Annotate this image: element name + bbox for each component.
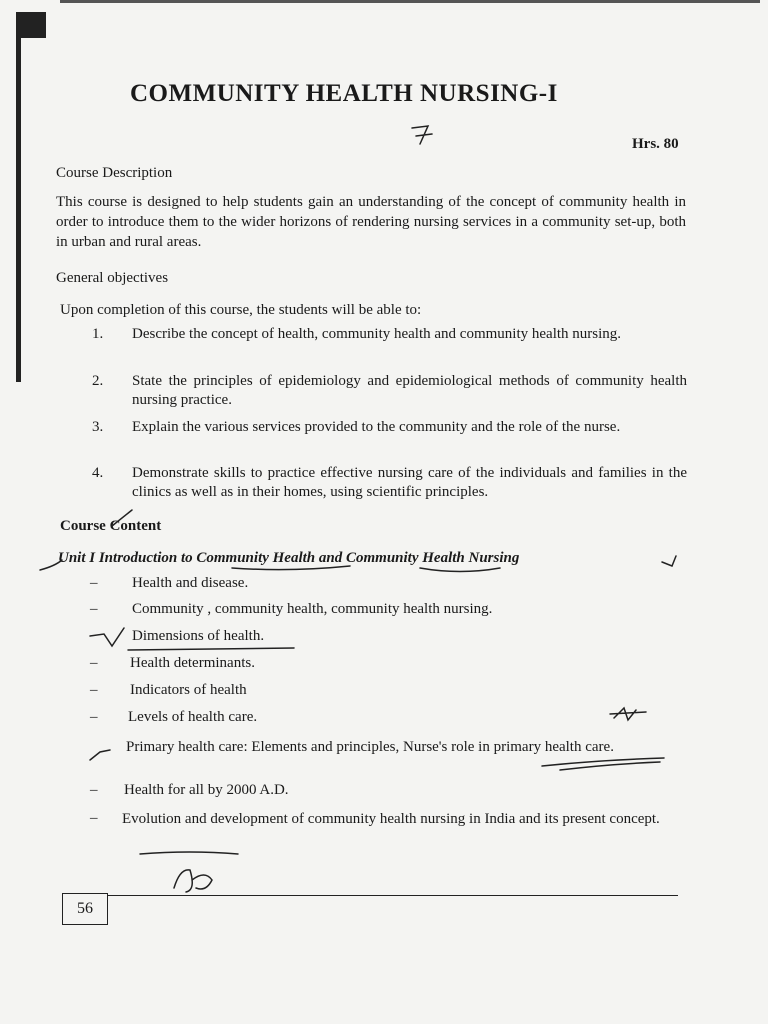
objective-text: Describe the concept of health, community health and community health nursing.	[132, 326, 622, 342]
course-hours: Hrs. 80	[632, 136, 679, 152]
objective-text: Explain the various services provided to the community and the role of the nurse.	[132, 419, 621, 435]
list-item: Indicators of health	[130, 682, 247, 698]
pen-underline-present	[140, 852, 238, 854]
course-description-text: This course is designed to help students gain an understanding of the concept of community health in order to introduce them to the wider horizons of rendering nursing services in a community set-up, both in urban and rural areas.	[56, 194, 686, 250]
pen-initials	[174, 870, 212, 892]
list-item: Dimensions of health.	[132, 628, 265, 644]
list-item: Health for all by 2000 A.D.	[124, 782, 289, 798]
objective-number: 3.	[92, 419, 104, 435]
list-dash: –	[90, 655, 98, 671]
list-dash: –	[90, 810, 98, 826]
objective-number: 1.	[92, 326, 104, 342]
objectives-intro: Upon completion of this course, the students will be able to:	[60, 302, 422, 318]
list-dash: –	[90, 709, 98, 725]
course-description-heading: Course Description	[56, 165, 173, 181]
pen-underline-unit	[232, 566, 500, 572]
pen-mark-7	[412, 126, 432, 144]
list-dash: –	[90, 601, 98, 617]
pen-star-mark	[610, 708, 646, 720]
page-number: 56	[62, 893, 108, 925]
objective-text: Demonstrate skills to practice effective nursing care of the individuals and families in the clinics as well as in their homes, using scientific principles.	[132, 465, 687, 500]
pen-underline-course	[112, 510, 132, 526]
list-item: Primary health care: Elements and principles, Nurse's role in primary health care.	[126, 739, 614, 755]
pen-mark-unit	[40, 560, 62, 570]
general-objectives-heading: General objectives	[56, 270, 169, 286]
list-item: Community , community health, community health nursing.	[132, 601, 493, 617]
pen-underline-dimensions	[128, 648, 294, 650]
objective-text: State the principles of epidemiology and epidemiological methods of community health nursing practice.	[132, 373, 687, 408]
list-item: Evolution and development of community health nursing in India and its present concept.	[122, 811, 660, 827]
list-item: Health and disease.	[132, 575, 249, 591]
course-content-heading: Course Content	[60, 518, 162, 534]
objective-number: 2.	[92, 373, 104, 389]
objective-number: 4.	[92, 465, 104, 481]
list-dash: –	[90, 682, 98, 698]
list-item: Levels of health care.	[128, 709, 258, 725]
pen-check-dimensions	[90, 628, 124, 646]
list-item: Health determinants.	[130, 655, 255, 671]
pen-mark-right	[662, 556, 676, 566]
pen-underline-primary	[542, 758, 664, 770]
page-title: COMMUNITY HEALTH NURSING-I	[130, 80, 558, 107]
pen-check-primary	[90, 750, 110, 760]
list-dash: –	[90, 575, 98, 591]
unit-title: Unit I Introduction to Community Health and Community Health Nursing	[58, 550, 520, 566]
list-dash: –	[90, 782, 98, 798]
